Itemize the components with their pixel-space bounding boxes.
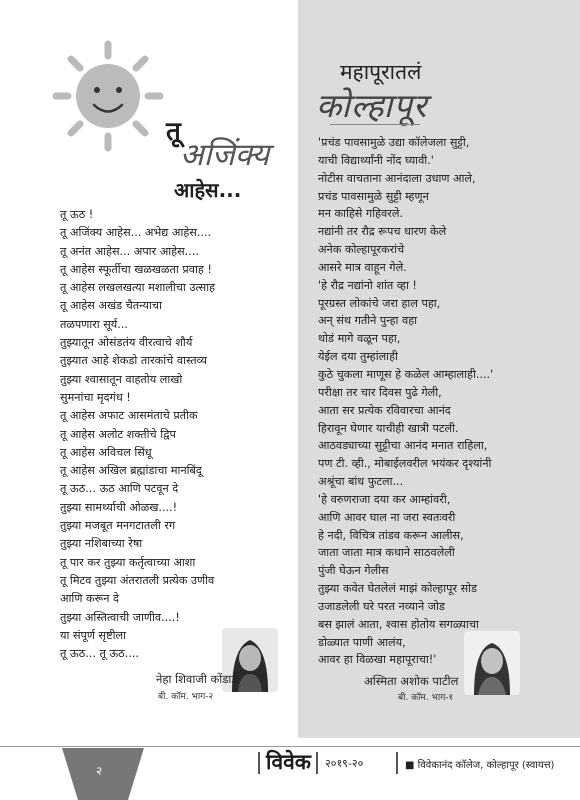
poem-line: आणि आवर घाल ना जरा स्वतःवरी xyxy=(318,510,456,524)
poem-line: अनेक कोल्हापूरकरांचे xyxy=(318,243,405,257)
poem-line: याची विद्यार्थ्यांनी नोंद घ्यावी.' xyxy=(318,153,434,167)
left-title-ahes: आहेस... xyxy=(174,178,242,202)
poem-line: मन काहिसे गहिवरले. xyxy=(318,207,403,221)
poem-line: तू अनंत आहेस... अपार आहेस.... xyxy=(60,244,199,258)
poem-line: तुझ्या नशिबाच्या रेषा xyxy=(60,537,143,551)
poem-line: 'प्रचंड पावसामुळे उद्या कॉलेजला सुट्टी, xyxy=(318,136,470,149)
poem-line: तुझ्यातून ओसंडतंय वीरत्वाचे शौर्य xyxy=(60,336,193,350)
poem-line: तुझ्या अस्तित्वाची जाणीव....! xyxy=(60,610,180,624)
poem-line: कुठे चुकला माणूस हे कळेल आम्हालाही....' xyxy=(318,367,494,381)
poem-line: थोडं मागे वळून पहा, xyxy=(318,332,401,346)
poem-line: आसरे मात्र वाहून गेले. xyxy=(318,260,407,274)
footer-separator xyxy=(396,752,398,774)
poem-line: तू आहेस अफाट आसमंताचे प्रतीक xyxy=(60,409,198,423)
poem-line: पूरग्रस्त लोकांचे जरा हाल पहा, xyxy=(318,296,441,310)
poem-line: आवर हा विळखा महापूराचा!' xyxy=(318,653,437,667)
poem-line: तू आहेस अखंड चैतन्याचा xyxy=(60,299,162,313)
left-title-tu: तू xyxy=(166,117,181,147)
poem-line: सुमनांचा मृदगंध ! xyxy=(60,390,131,404)
poem-line: आठवड्याच्या सुट्टीचा आनंद मनात राहिला, xyxy=(318,439,488,453)
author-name-right: अस्मिता अशोक पाटील xyxy=(364,674,459,688)
poem-line: तू ऊठ ! xyxy=(60,208,94,221)
poem-line: आता सर प्रत्येक रविवारचा आनंद xyxy=(318,403,451,417)
author-class-left: बी. कॉम. भाग-२ xyxy=(158,692,214,702)
poem-line: जाता जाता मात्र कधाने साठवलेली xyxy=(318,546,455,560)
poem-line: अश्रूंचा बांध फुटला... xyxy=(318,475,404,489)
poem-line: तू पार कर तुझ्या कर्तृत्वाच्या आशा xyxy=(60,555,196,569)
poem-line: तुझ्या कवेत घेतलेलं माझं कोल्हापूर सोड xyxy=(318,582,478,596)
poem-line: नोटीस वाचताना आनंदाला उधाण आले, xyxy=(318,171,476,185)
poem-line: तू आहेस स्फूर्तीचा खळखळता प्रवाह ! xyxy=(60,262,212,276)
right-title-small: महापूरातलं xyxy=(340,60,422,84)
poem-line: तू ऊठ... तू ऊठ.... xyxy=(60,647,139,661)
page-number-tab xyxy=(62,748,144,800)
poem-line: तुझ्या मजबूत मनगटातली रग xyxy=(60,519,176,533)
poem-line: तू आहेस अविचल सिंधू xyxy=(60,445,152,459)
title-underline xyxy=(330,124,420,125)
poem-line: तुझ्या सामर्थ्याची ओळख....! xyxy=(60,500,178,514)
poem-line: पुंजी घेऊन गेलीस xyxy=(318,564,389,578)
left-title-ajinkya: अजिंक्य xyxy=(180,137,270,173)
page-number: २ xyxy=(96,764,103,778)
poem-line: बस झालं आता, श्वास होतोय सगळ्याचा xyxy=(318,617,479,631)
author-class-right: बी. कॉम. भाग-१ xyxy=(398,693,454,703)
right-poem xyxy=(318,134,578,669)
poem-line: तुझ्या श्वासातून वाहतोय लाखो xyxy=(60,372,183,386)
footer-separator xyxy=(316,752,318,774)
footer-separator xyxy=(258,752,260,774)
poem-line: डोळ्यात पाणी आलंय, xyxy=(318,635,406,649)
poem-line: तळपणारा सूर्य... xyxy=(60,317,128,331)
poem-line: तू आहेस अलोट शक्तीचे द्विप xyxy=(60,427,176,441)
poem-line: अन् संथ गतीने पुन्हा वहा xyxy=(318,314,418,328)
poem-line: तू ऊठ... ऊठ आणि पटवून दे xyxy=(60,482,179,496)
college-name: ■ विवेकानंद कॉलेज, कोल्हापूर (स्वायत्त) xyxy=(405,760,555,771)
poem-line: या संपूर्ण सृष्टीला xyxy=(60,628,126,642)
magazine-year: २०१९-२० xyxy=(325,757,364,770)
poem-line: परीक्षा तर चार दिवस पुढे गेली, xyxy=(318,385,442,399)
poem-line: 'हे रौद्र नद्यांनो शांत व्हा ! xyxy=(318,278,417,292)
poem-line: 'हे वरुणराजा दया कर आम्हांवरी, xyxy=(318,492,451,506)
poem-line: प्रचंड पावसामुळे सुट्टी म्हणून xyxy=(318,189,429,203)
author-name-left: नेहा शिवाजी कोंडाडे xyxy=(156,672,238,686)
poem-line: आणि करून दे xyxy=(60,592,119,606)
right-title-big: कोल्हापूर xyxy=(316,86,428,125)
poem-line: नद्यांनी तर रौद्र रूपच धारण केले xyxy=(318,225,447,239)
poem-line: तुझ्यात आहे शेकडो तारकांचे वास्तव्य xyxy=(60,354,207,368)
poem-line: तू मिटव तुझ्या अंतरातली प्रत्येक उणीव xyxy=(60,573,215,587)
author-photo-right xyxy=(464,631,520,695)
poem-line: पण टी. व्ही., मोबाईलवरील भयंकर दृश्यांनी xyxy=(318,457,492,471)
poem-line: हे नदी, विचित्र तांडव करून आलीस, xyxy=(318,528,464,542)
poem-line: येईल दया तुम्हांलाही xyxy=(318,350,398,364)
magazine-name: विवेक xyxy=(266,750,311,774)
poem-line: तू आहेस अखिल ब्रह्मांडाचा मानबिंदू xyxy=(60,464,202,478)
left-poem xyxy=(60,206,295,663)
poem-line: उजाडलेली घरे परत नव्याने जोड xyxy=(318,599,445,613)
poem-line: तू अजिंक्य आहेस... अभेद्य आहेस.... xyxy=(60,226,212,240)
footer-divider xyxy=(0,746,580,747)
poem-line: तू आहेस लखलखत्या मशालीचा उत्साह xyxy=(60,281,216,295)
sun-illustration xyxy=(52,40,164,152)
poem-line: हिरावून घेणार याचीही खात्री पटली. xyxy=(318,421,459,435)
